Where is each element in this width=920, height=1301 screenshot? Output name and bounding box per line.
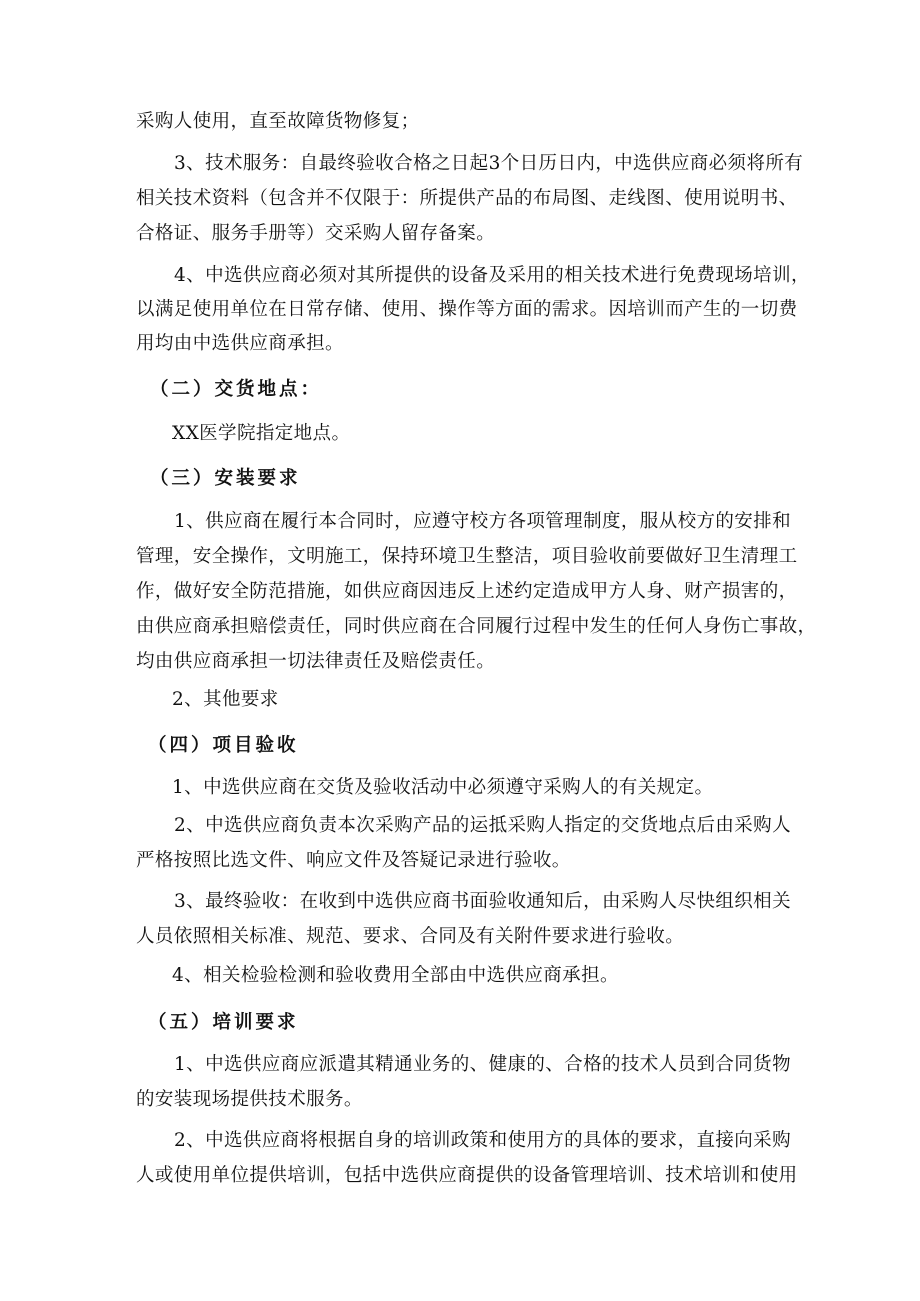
section-heading: （五）培训要求 <box>148 1012 299 1033</box>
section-heading: （二）交货地点： <box>150 379 323 400</box>
paragraph-line: 管理，安全操作，文明施工，保持环境卫生整洁，项目验收前要做好卫生清理工 <box>136 546 798 567</box>
paragraph-line: 2、中选供应商将根据自身的培训政策和使用方的具体的要求，直接向采购 <box>174 1130 791 1151</box>
paragraph-line: 4、中选供应商必须对其所提供的设备及采用的相关技术进行免费现场培训， <box>174 265 810 286</box>
paragraph-line: 2、其他要求 <box>172 689 279 710</box>
paragraph-line: 以满足使用单位在日常存储、使用、操作等方面的需求。因培训而产生的一切费 <box>136 299 798 320</box>
paragraph-line: 2、中选供应商负责本次采购产品的运抵采购人指定的交货地点后由采购人 <box>174 815 791 836</box>
paragraph-line: 均由供应商承担一切法律责任及赔偿责任。 <box>136 651 496 672</box>
paragraph-line: 相关技术资料（包含并不仅限于：所提供产品的布局图、走线图、使用说明书、 <box>136 188 798 209</box>
paragraph-line: 的安装现场提供技术服务。 <box>136 1089 363 1110</box>
paragraph-line: 合格证、服务手册等）交采购人留存备案。 <box>136 223 496 244</box>
paragraph-line: 用均由中选供应商承担。 <box>136 333 344 354</box>
section-heading: （四）项目验收 <box>148 735 299 756</box>
paragraph-line: 人员依照相关标准、规范、要求、合同及有关附件要求进行验收。 <box>136 926 685 947</box>
paragraph-line: 采购人使用，直至故障货物修复； <box>136 111 420 132</box>
paragraph-line: XX医学院指定地点。 <box>172 423 351 444</box>
paragraph-line: 3、最终验收：在收到中选供应商书面验收通知后，由采购人尽快组织相关 <box>174 891 791 912</box>
paragraph-line: 人或使用单位提供培训，包括中选供应商提供的设备管理培训、技术培训和使用 <box>136 1165 798 1186</box>
section-heading: （三）安装要求 <box>150 468 301 489</box>
paragraph-line: 由供应商承担赔偿责任，同时供应商在合同履行过程中发生的任何人身伤亡事故， <box>136 616 817 637</box>
paragraph-line: 1、供应商在履行本合同时，应遵守校方各项管理制度，服从校方的安排和 <box>174 511 791 532</box>
paragraph-line: 4、相关检验检测和验收费用全部由中选供应商承担。 <box>172 965 619 986</box>
paragraph-line: 1、中选供应商应派遣其精通业务的、健康的、合格的技术人员到合同货物 <box>174 1054 791 1075</box>
paragraph-line: 严格按照比选文件、响应文件及答疑记录进行验收。 <box>136 850 571 871</box>
paragraph-line: 3、技术服务：自最终验收合格之日起3个日历日内，中选供应商必须将所有 <box>174 153 804 174</box>
paragraph-line: 1、中选供应商在交货及验收活动中必须遵守采购人的有关规定。 <box>172 777 714 798</box>
paragraph-line: 作，做好安全防范措施，如供应商因违反上述约定造成甲方人身、财产损害的， <box>136 581 798 602</box>
